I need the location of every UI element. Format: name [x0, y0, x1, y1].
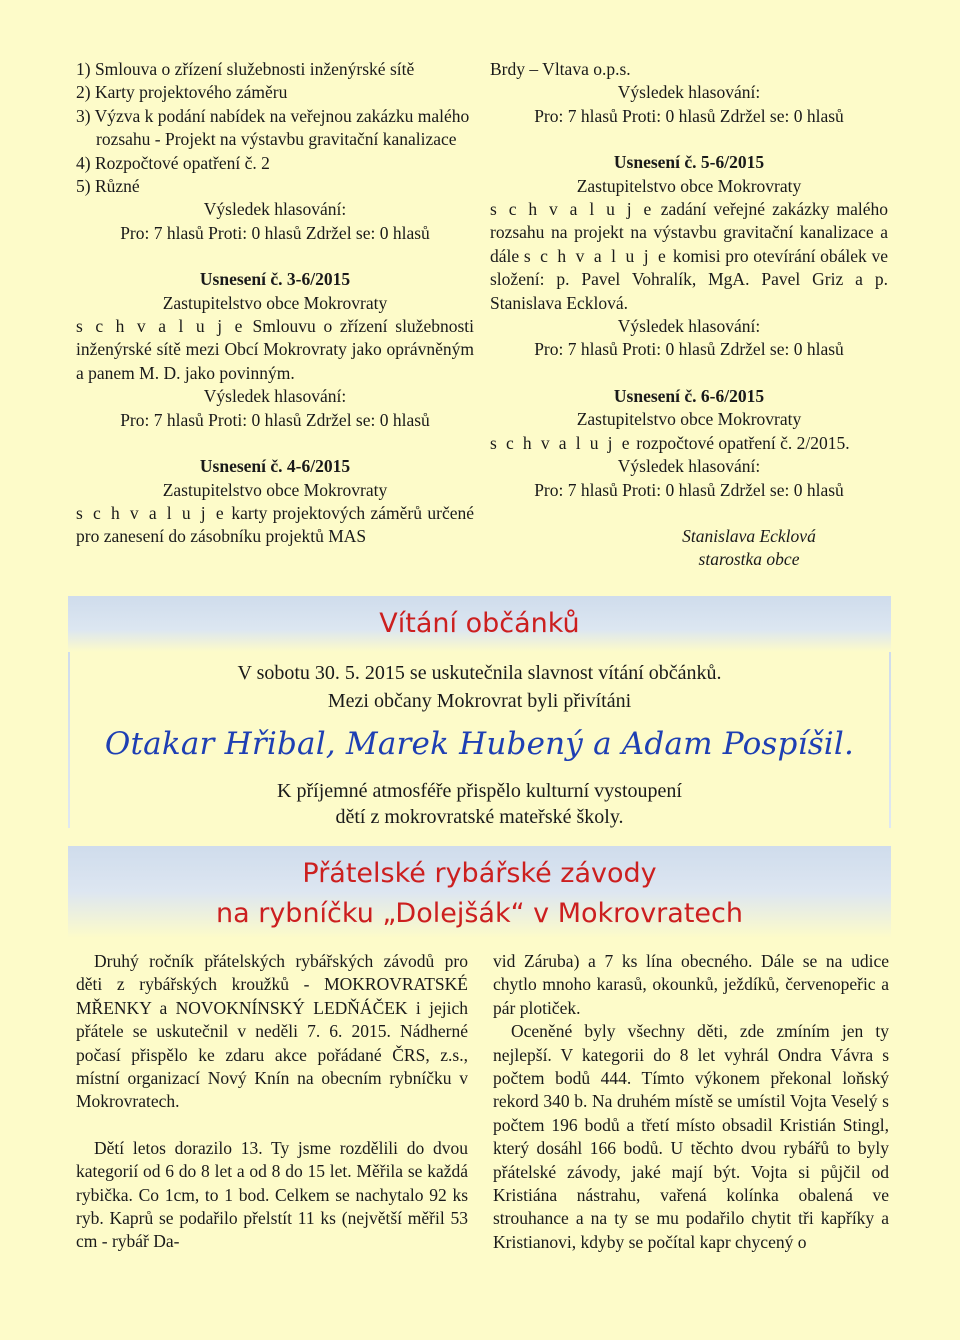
vote-label: Výsledek hlasování: [617, 316, 761, 337]
article-paragraph: Dětí letos dorazilo 13. Ty jsme rozdělili do dvou kategorií od 6 do 8 let a od 8 do 15 let. Měřila se každá rybička. Co 1cm, to 1 bod. Celkem se nachytalo 92 ks ryb. Kaprů se podařilo přelstít 11 ks (největší měřil 53 cm - rybář Da- [76, 1137, 468, 1252]
resolution-body: Zastupitelstvo obce Mokrovraty [576, 175, 802, 196]
vote-result: Pro: 7 hlasů Proti: 0 hlasů Zdržel se: 0 hlasů [534, 479, 844, 500]
vote-label: Výsledek hlasování: [617, 82, 761, 103]
article-paragraph: Oceněné byly všechny děti, zde zmíním jen ty nejlepší. V kategorii do 8 let vyhrál Ondra Vávra s počtem bodů 444. Tímto výkonem překonal loňský rekord 340 b. Na druhém místě se umístil Vojta Veselý s počtem 196 bodů a třetí místo obsadil Kristián Stingl, který dosáhl 166 bodů. U těchto dvou rybářů to byly přátelské závody, jaké mají být. Vojta si půjčil od Kristiána nástrahu, vařená kolínka obalená ve strouhance a na ty se mu podařilo chytit tři kapříky a Kristianovi, kdyby se počítal kapr chycený o [493, 1021, 889, 1252]
agenda-item: 2) Karty projektového záměru [76, 82, 288, 103]
resolution-body: Zastupitelstvo obce Mokrovraty [162, 479, 388, 500]
welcome-text: dětí z mokrovratské mateřské školy. [335, 806, 624, 828]
agenda-item: 3) Výzva k podání nabídek na veřejnou zakázku malého rozsahu - Projekt na výstavbu gravitační kanalizace [76, 105, 470, 150]
welcome-text: V sobotu 30. 5. 2015 se uskutečnila slavnost vítání občánků. [237, 662, 722, 684]
welcome-citizens-title: Vítání občánků [379, 608, 580, 639]
resolution-text [76, 502, 474, 549]
approve-word: s c h v a l u j e [490, 432, 632, 453]
vote-label: Výsledek hlasování: [203, 386, 347, 407]
resolution-text [76, 315, 474, 385]
resolution-content: karty projektových záměrů určené pro zanesení do zásobníku projektů MAS [76, 502, 474, 547]
continuation-text: Brdy – Vltava o.p.s. [490, 59, 631, 79]
signature-role: starostka obce [698, 549, 800, 570]
resolution-body: Zastupitelstvo obce Mokrovraty [162, 292, 388, 313]
welcomed-names: Otakar Hřibal, Marek Hubený a Adam Pospíšil. [104, 726, 855, 762]
fishing-article-right-column [493, 950, 889, 1254]
fishing-contest-title: na rybníčku „Dolejšák“ v Mokrovratech [215, 898, 743, 929]
meeting-minutes-left-column [76, 58, 474, 549]
resolution-content: Smlouvu o zřízení služebnosti inženýrské sítě mezi Obcí Mokrovraty jako oprávněným a panem M. D. jako povinným. [76, 316, 474, 383]
meeting-minutes-right-column [490, 58, 888, 572]
resolution-text [490, 198, 888, 315]
resolution-content: zadání veřejné zakázky malého rozsahu na projekt na výstavbu gravitační kanalizace a dále [490, 199, 888, 266]
resolution-text [490, 432, 888, 455]
resolution-title: Usnesení č. 6-6/2015 [613, 385, 765, 406]
resolution-content: komisi pro otevírání obálek ve složení: p. Pavel Vohralík, MgA. Pavel Griz a p. Stanislava Ecklová. [490, 245, 889, 313]
vote-label: Výsledek hlasování: [617, 456, 761, 477]
resolution-title: Usnesení č. 5-6/2015 [613, 152, 765, 173]
resolution-body: Zastupitelstvo obce Mokrovraty [576, 409, 802, 430]
resolution-content: rozpočtové opatření č. 2/2015. [631, 432, 850, 453]
vote-label: Výsledek hlasování: [203, 199, 347, 220]
resolution-title: Usnesení č. 4-6/2015 [199, 456, 351, 477]
welcome-text: K příjemné atmosféře přispělo kulturní vystoupení [277, 780, 682, 802]
article-paragraph: vid Záruba) a 7 ks lína obecného. Dále se na udice chytlo mnoho karasů, okounků, ježdíků, červenopeřic a pár plotiček. [493, 951, 889, 1018]
agenda-item: 1) Smlouva o zřízení služebnosti inženýrské sítě [76, 59, 415, 79]
vote-result: Pro: 7 hlasů Proti: 0 hlasů Zdržel se: 0 hlasů [120, 222, 430, 243]
approve-word: s c h v a l u j e [76, 502, 227, 523]
approve-word: s c h v a l u j e [523, 245, 669, 266]
approve-word: s c h v a l u j e [490, 199, 654, 220]
vote-result: Pro: 7 hlasů Proti: 0 hlasů Zdržel se: 0 hlasů [534, 105, 844, 126]
resolution-title: Usnesení č. 3-6/2015 [199, 269, 351, 290]
vote-result: Pro: 7 hlasů Proti: 0 hlasů Zdržel se: 0 hlasů [120, 409, 430, 430]
welcome-text: Mezi občany Mokrovrat byli přivítáni [327, 690, 632, 712]
approve-word: s c h v a l u j e [76, 316, 245, 337]
welcome-citizens-box [68, 596, 891, 828]
agenda-item: 4) Rozpočtové opatření č. 2 [76, 152, 270, 173]
signature-name: Stanislava Ecklová [682, 525, 816, 546]
article-paragraph: Druhý ročník přátelských rybářských závodů pro děti z rybářských kroužků - MOKROVRATSKÉ MŘENKY a NOVOKNÍNSKÝ LEDŇÁČEK i jejich přátele se uskutečnil v neděli 7. 6. 2015. Nádherné počasí přispělo ke zdaru akce pořádané ČRS, z.s., místní organizací Nový Knín na obecním rybníčku v Mokrovratech. [76, 951, 468, 1112]
fishing-contest-title: Přátelské rybářské závody [302, 858, 657, 889]
agenda-item: 5) Různé [76, 176, 140, 197]
fishing-contest-header [68, 846, 891, 938]
vote-result: Pro: 7 hlasů Proti: 0 hlasů Zdržel se: 0 hlasů [534, 339, 844, 360]
fishing-article-left-column [76, 950, 468, 1254]
